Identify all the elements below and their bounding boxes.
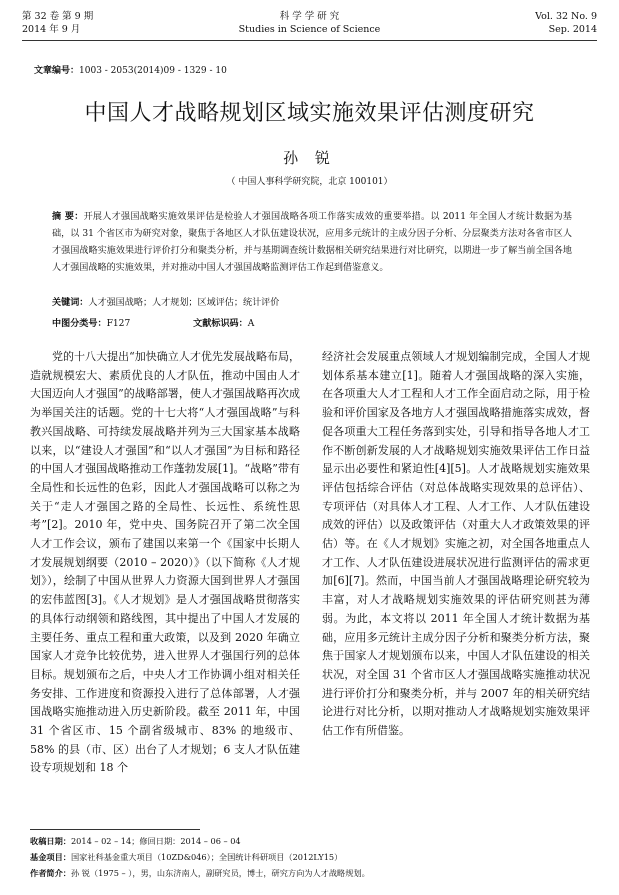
header-center [22,10,597,36]
footnote-received: 收稿日期：2014 – 02 – 14；修回日期：2014 – 06 – 04 [30,836,241,846]
journal-name-en: Studies in Science of Science [238,24,381,35]
keywords-label: 关键词： [52,297,89,308]
author-name: 孙 锐 [283,149,336,167]
footnote-author: 作者简介：孙 锐（1975 – ），男，山东济南人，副研究员，博士，研究方向为人才战略规划。 [30,868,370,878]
header-rule [22,40,597,41]
header-right [535,10,597,36]
date-cn: 2014 年 9 月 [22,24,81,35]
abstract-text: 开展人才强国战略实施效果评估是检验人才强国战略各项工作落实成效的重要举措。以 2011 年全国人才统计数据为基础，以 31 个省区市为研究对象，聚焦于各地区人才队伍建设状况，应用多元统计的主成分因子分析、分层聚类方法对各省市区人才强国战略实施效果进行评价打分和聚类分析，并与基期调查统计数据相关研究结果进行对比研究，以期进一步了解当前全国各地人才强国战略的实施效果，并对推动中国人才强国战略监测评估工作起到借鉴意义。 [52,212,572,273]
journal-name-cn: 科 学 学 研 究 [279,11,340,22]
clc-code: 中图分类号：F127 [52,318,131,329]
keywords [52,295,572,308]
date-en: Sep. 2014 [548,24,597,35]
document-code: 文献标识码：A [193,318,255,329]
classification [52,316,572,329]
keywords-text: 人才强国战略；人才规划；区域评估；统计评价 [88,298,280,308]
paper-title: 中国人才战略规划区域实施效果评估测度研究 [84,101,535,126]
footnote-fund: 基金项目：国家社科基金重大项目（10ZD&046）；全国统计科研项目（2012LY15） [30,852,343,862]
volume-issue-en: Vol. 32 No. 9 [535,11,597,22]
running-header [22,10,597,40]
article-number: 文章编号：1003 - 2053(2014)09 - 1329 - 10 [34,66,227,76]
abstract [52,208,572,277]
volume-issue-cn: 第 32 卷 第 9 期 [22,11,94,22]
abstract-label: 摘 要： [52,211,84,222]
author-affiliation: （ 中国人事科学研究院，北京 100101） [226,177,393,187]
footnote-rule [30,829,200,830]
body-column-right: 经济社会发展重点领域人才规划编制完成，全国人才规划体系基本建立[1]。随着人才强国战略的深入实施，在各项重大人才工程和人才工作全面启动之际，用于检验和评价国家及各地方人才强国战略措施落实成效，督促各项重大工程任务落到实处，引导和指导各地人才工作不断创新发展的人才战略规划实施效果评估工作日益显示出必要性和紧迫性[4][5]。人才战略规划实施效果评估包括综合评估（对总体战略实现效果的总评估）、专项评估（对具体人才工程、人才工作、人才队伍建设成效的评估）以及政策评估（对重大人才政策效果的评估）等。在《人才规划》实施之初，对全国各地重点人才工作、人才队伍建设进展状况进行监测评估的需求更加[6][7]。然而，中国当前人才强国战略理论研究较为丰富，对人才战略规划实施效果的评估研究则甚为薄弱。为此，本文将以 2011 年全国人才统计数据为基础，应用多元统计主成分因子分析和聚类分析方法，聚焦于国家人才规划颁布以来，中国人才队伍建设的相关状况，对全国 31 个省市区人才强国战略实施推动状况进行评价打分和聚类分析，并与 2007 年的相关研究结论进行对比分析，以期对推动人才战略规划实施效果评估工作有所借鉴。 [322,350,590,738]
body-column-left: 党的十八大提出“加快确立人才优先发展战略布局，造就规模宏大、素质优良的人才队伍，推动中国由人才大国迈向人才强国”的战略部署，使人才强国战略再次成为举国关注的话题。党的十七大将“人才强国战略”与科教兴国战略、可持续发展战略并列为三大国家基本战略以来，以“建设人才强国”和“以人才强国”为目标和路径的中国人才强国战略推动工作蓬勃发展[1]。“战略”带有全局性和长远性的色彩，因此人才强国战略可以称之为关于“走人才强国之路的全局性、长远性、系统性思考”[2]。2010 年，党中央、国务院召开了第二次全国人才工作会议，颁布了建国以来第一个《国家中长期人才发展规划纲要（2010 – 2020）》（以下简称《人才规划》），绘制了中国从世界人力资源大国到世界人才强国的宏伟蓝图[3]。《人才规划》是人才强国战略贯彻落实的具体行动纲领和路线图，其中提出了中国人才发展的主要任务、重点工程和重大政策，以及到 2020 年确立国家人才竞争比较优势，进入世界人才强国行列的总体目标。规划颁布之后，中央人才工作协调小组对相关任务安排、工作进度和资源投入进行了总体部署，人才强国战略实施推动进入历史新阶段。截至 2011 年，中国 31 个省区市、15 个副省级城市、83% 的地级市、58% 的县（市、区）出台了人才规划；6 支人才队伍建设专项规划和 18 个 [30,350,300,775]
